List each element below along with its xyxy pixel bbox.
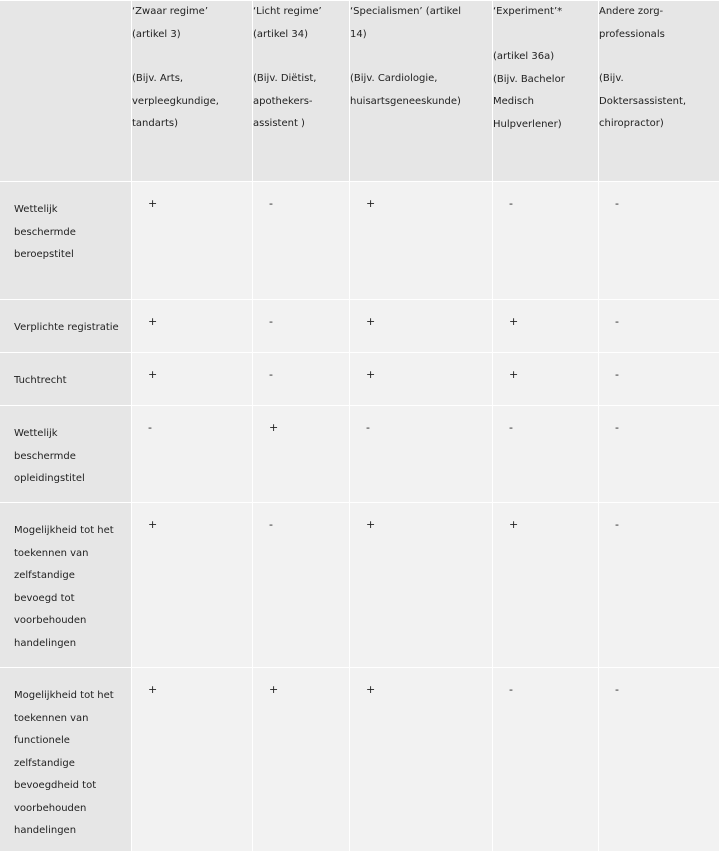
table-cell — [599, 406, 719, 502]
column-header-zwaar-regime — [132, 1, 252, 181]
value-symbol: - — [366, 421, 370, 434]
table-cell — [350, 182, 492, 299]
row-label-line: bevoegd tot — [14, 592, 75, 604]
row-label-line: opleidingstitel — [14, 473, 85, 484]
value-symbol: + — [366, 315, 376, 328]
row-label-line: Verplichte registratie — [14, 322, 119, 333]
column-header-licht-regime — [253, 1, 349, 181]
row-label-line: functionele — [14, 735, 70, 746]
row-label-beroepstitel — [0, 182, 131, 299]
value-symbol: - — [615, 197, 619, 210]
row-label-line: Tuchtrecht — [14, 375, 67, 386]
table-cell — [132, 406, 252, 502]
column-header-title: ‘Zwaar regime’ — [132, 6, 208, 17]
row-label-line: toekennen van — [14, 712, 89, 724]
column-header-example: (Bijv. Diëtist, — [253, 73, 317, 84]
column-header-example: (Bijv. Bachelor — [493, 73, 565, 85]
row-label-verplichte-registratie — [0, 300, 131, 352]
table-cell — [599, 182, 719, 299]
column-header-example: (Bijv. Cardiologie, — [350, 73, 438, 84]
table-row — [0, 406, 719, 502]
row-label-line: Wettelijk — [14, 428, 58, 439]
row-label-zelfstandige-bevoegdheid — [0, 503, 131, 667]
value-symbol: + — [509, 315, 519, 328]
row-label-line: handelingen — [14, 825, 77, 836]
column-header-example: chiropractor) — [599, 118, 664, 129]
row-label-functionele-bevoegdheid — [0, 668, 131, 851]
table-row — [0, 353, 719, 405]
table-cell — [493, 182, 598, 299]
value-symbol: + — [509, 368, 519, 381]
column-header-specialismen — [350, 1, 492, 181]
table-cell — [132, 182, 252, 299]
table-cell — [350, 300, 492, 352]
value-symbol: + — [148, 518, 158, 531]
row-label-opleidingstitel — [0, 406, 131, 502]
table-row — [0, 503, 719, 667]
value-symbol: + — [148, 683, 158, 696]
column-header-example: (Bijv. Arts, — [132, 73, 184, 84]
column-header-example: assistent ) — [253, 118, 305, 129]
value-symbol: - — [615, 315, 619, 328]
row-label-line: beschermde — [14, 450, 76, 462]
table-cell — [350, 503, 492, 667]
table-cell — [493, 668, 598, 851]
table-cell — [350, 406, 492, 502]
table-row — [0, 300, 719, 352]
row-label-line: zelfstandige — [14, 757, 75, 769]
table-cell — [132, 503, 252, 667]
table-cell — [350, 353, 492, 405]
column-header-experiment — [493, 1, 598, 181]
table-cell — [253, 668, 349, 851]
column-header-title: ‘Licht regime’ — [253, 6, 322, 17]
column-header-andere-zorgprofessionals — [599, 1, 719, 181]
table-cell — [253, 503, 349, 667]
table-cell — [132, 300, 252, 352]
value-symbol: + — [269, 421, 279, 434]
row-label-line: beroepstitel — [14, 249, 74, 260]
row-label-tuchtrecht — [0, 353, 131, 405]
column-header-example: (Bijv. — [599, 73, 624, 84]
row-label-line: toekennen van — [14, 547, 89, 559]
table-cell — [132, 668, 252, 851]
table-row — [0, 668, 719, 851]
row-label-line: voorbehouden — [14, 802, 87, 814]
table-cell — [493, 300, 598, 352]
table-cell — [599, 353, 719, 405]
table-cell — [253, 353, 349, 405]
header-corner-cell — [0, 1, 131, 181]
value-symbol: + — [366, 518, 376, 531]
column-header-example: Hulpverlener) — [493, 118, 562, 130]
table-cell — [493, 406, 598, 502]
column-header-article: (artikel 3) — [132, 28, 181, 40]
table-cell — [350, 668, 492, 851]
value-symbol: - — [509, 421, 513, 434]
row-label-line: bevoegdheid tot — [14, 780, 97, 791]
column-header-article: 14) — [350, 28, 367, 40]
table-row — [0, 182, 719, 299]
row-label-line: beschermde — [14, 226, 76, 238]
value-symbol: + — [148, 315, 158, 328]
value-symbol: - — [615, 518, 619, 531]
value-symbol: - — [269, 518, 273, 531]
value-symbol: + — [509, 518, 519, 531]
value-symbol: + — [366, 683, 376, 696]
value-symbol: + — [148, 368, 158, 381]
column-header-example: Doktersassistent, — [599, 95, 687, 107]
column-header-title: Andere zorg- — [599, 6, 664, 17]
table-cell — [493, 503, 598, 667]
column-header-example: Medisch — [493, 96, 534, 107]
value-symbol: - — [509, 683, 513, 696]
value-symbol: - — [509, 197, 513, 210]
column-header-title: ‘Specialismen’ (artikel — [350, 6, 461, 17]
row-label-line: handelingen — [14, 637, 77, 649]
table-cell — [132, 353, 252, 405]
column-header-example: huisartsgeneeskunde) — [350, 95, 461, 107]
table-cell — [493, 353, 598, 405]
row-label-line: Mogelijkheid tot het — [14, 690, 114, 701]
column-header-spacer — [493, 24, 598, 47]
column-header-example: verpleegkundige, — [132, 95, 219, 107]
value-symbol: + — [148, 197, 158, 210]
column-header-example: tandarts) — [132, 118, 179, 129]
value-symbol: - — [148, 421, 152, 434]
table-cell — [599, 668, 719, 851]
row-label-line: voorbehouden — [14, 615, 87, 626]
column-header-title: ‘Experiment’* — [493, 6, 563, 17]
table-cell — [253, 182, 349, 299]
value-symbol: - — [269, 368, 273, 381]
table-cell — [253, 406, 349, 502]
column-header-article: (artikel 34) — [253, 28, 309, 40]
value-symbol: - — [615, 683, 619, 696]
row-label-line: Mogelijkheid tot het — [14, 525, 114, 536]
table-cell — [599, 300, 719, 352]
value-symbol: - — [269, 197, 273, 210]
value-symbol: + — [269, 683, 279, 696]
column-header-title: professionals — [599, 28, 665, 40]
header-row — [0, 1, 719, 181]
table-cell — [253, 300, 349, 352]
column-header-example: apothekers- — [253, 95, 313, 107]
row-label-line: zelfstandige — [14, 570, 75, 581]
value-symbol: + — [366, 197, 376, 210]
value-symbol: - — [269, 315, 273, 328]
column-header-article: (artikel 36a) — [493, 51, 555, 62]
value-symbol: - — [615, 421, 619, 434]
table-cell — [599, 503, 719, 667]
value-symbol: + — [366, 368, 376, 381]
row-label-line: Wettelijk — [14, 204, 58, 215]
value-symbol: - — [615, 368, 619, 381]
